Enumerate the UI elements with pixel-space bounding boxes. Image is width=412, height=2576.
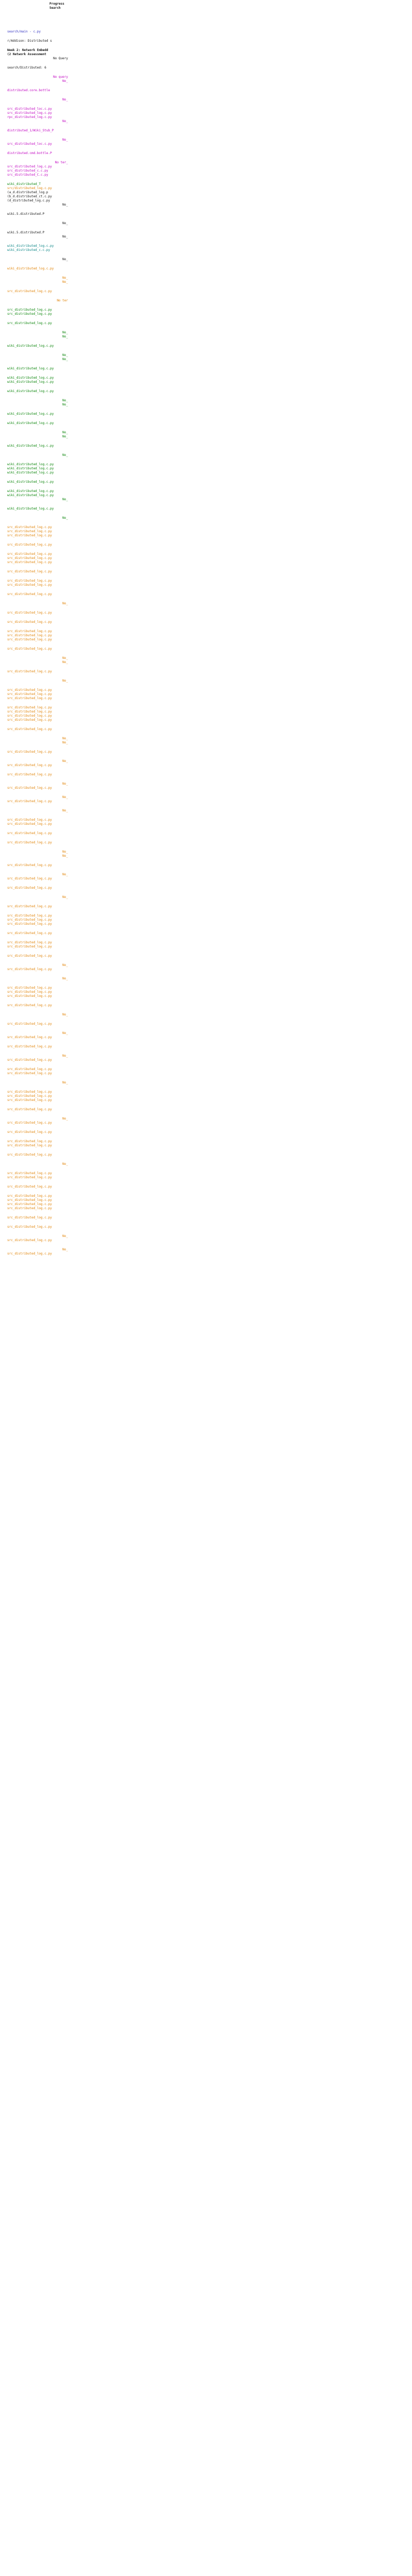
list-spacer [7, 426, 68, 431]
list-item[interactable]: No_ [62, 399, 68, 402]
list-item[interactable]: src_distributed_log.c.py [7, 647, 52, 651]
list-item[interactable]: src_distributed_log.c.py [7, 579, 52, 583]
list-spacer [7, 642, 68, 647]
list-spacer [7, 826, 68, 832]
list-spacer [7, 1076, 68, 1081]
list-item[interactable]: src_distributed_log.c.py [7, 727, 52, 731]
list-item[interactable]: No_ [62, 203, 68, 207]
list-item[interactable]: wiki_distributed_c.c.py [7, 248, 50, 252]
list-item[interactable]: src_distributed_log.c.py [7, 818, 52, 822]
list-item[interactable]: src_distributed_log.c.py [7, 714, 52, 718]
list-item[interactable]: distributed.cmd.bottle.P [7, 151, 52, 155]
list-item[interactable]: No_ [62, 850, 68, 854]
list-item[interactable]: src_distributed_log.c.py [7, 1140, 52, 1143]
list-item[interactable]: wiki_distributed_log.c.py [7, 467, 54, 470]
list-spacer [7, 448, 68, 453]
list-item[interactable]: wiki_distributed_log.c.py [7, 389, 54, 393]
list-spacer [7, 1112, 68, 1117]
list-item[interactable]: src_distributed_log.c.py [7, 1144, 52, 1147]
list-spacer [7, 252, 68, 258]
list-spacer [7, 294, 68, 299]
list-spacer [7, 538, 68, 543]
list-spacer [7, 43, 68, 48]
list-item[interactable]: src_distributed_log.c.py [7, 922, 52, 926]
list-item[interactable]: wiki_distributed_log.c.py [7, 380, 54, 384]
list-spacer [7, 1125, 68, 1130]
list-item[interactable]: wiki_distributed_log.c.py [7, 344, 54, 348]
list-item[interactable]: No_ [62, 660, 68, 664]
list-item[interactable]: No_ [62, 679, 68, 683]
list-spacer [7, 502, 68, 507]
list-spacer [7, 133, 68, 138]
list-item[interactable]: No_ [62, 435, 68, 438]
list-spacer [7, 1085, 68, 1090]
list-spacer [7, 768, 68, 773]
list-item[interactable]: No_ [62, 331, 68, 334]
list-item[interactable]: No_ [62, 516, 68, 520]
list-item[interactable]: src_distributed_log.c.py [7, 764, 52, 767]
list-spacer [7, 547, 68, 552]
list-spacer [7, 804, 68, 809]
list-spacer [7, 1062, 68, 1067]
list-item[interactable]: No_ [62, 258, 68, 261]
list-item[interactable]: src_distributed_log.c.py [7, 697, 52, 700]
list-spacer [7, 177, 68, 182]
list-item[interactable]: No_ [62, 1013, 68, 1016]
list-item[interactable]: src_distributed_log.c.py [7, 886, 52, 890]
list-spacer [7, 1103, 68, 1108]
list-item[interactable]: src_distributed_log.c.py [7, 832, 52, 835]
page-heading [49, 2, 64, 10]
list-spacer [7, 881, 68, 886]
list-item[interactable]: wiki_distributed_log.c.py [7, 367, 54, 370]
list-item[interactable]: src_distributed_log.c.py [7, 718, 52, 722]
list-item[interactable]: src_distributed_log.c.py [7, 1022, 52, 1026]
list-spacer [7, 745, 68, 750]
list-spacer [7, 1180, 68, 1185]
list-item[interactable]: src_distributed_log.c.py [7, 526, 52, 529]
list-item[interactable]: src_distributed_loc.c.py [7, 142, 52, 146]
list-item[interactable]: src_distributed_log.c.py [7, 165, 52, 168]
list-spacer [7, 124, 68, 129]
list-spacer [7, 936, 68, 941]
list-spacer [7, 394, 68, 399]
list-item[interactable]: src_distributed_log.c.py [7, 1198, 52, 1202]
list-item[interactable]: rpc_distributed_log.c.py [7, 115, 52, 119]
list-item[interactable]: No_ [62, 782, 68, 786]
list-item[interactable]: wiki_distributed_T [7, 182, 41, 186]
list-spacer [7, 845, 68, 850]
list-item[interactable]: src_distributed_log.c.py [7, 1216, 52, 1219]
list-spacer [7, 207, 68, 212]
list-item[interactable]: src_distributed_log.c.py [7, 990, 52, 994]
list-item[interactable]: No_ [62, 1162, 68, 1166]
list-spacer [7, 1026, 68, 1031]
list-item[interactable]: wiki_distributed_log.c.py [7, 244, 54, 248]
list-spacer [7, 981, 68, 986]
list-spacer [7, 701, 68, 706]
list-item[interactable]: No_ [62, 737, 68, 740]
list-item[interactable]: src_distributed_log.c.py [7, 561, 52, 564]
list-item[interactable]: No Query [53, 57, 68, 60]
list-spacer [7, 1166, 68, 1172]
list-item[interactable]: src_distributed_log.c.py [7, 630, 52, 633]
list-item[interactable]: src_distributed_log.c.py [7, 954, 52, 958]
list-spacer [7, 511, 68, 516]
list-spacer [7, 900, 68, 905]
list-spacer [7, 1220, 68, 1225]
list-item[interactable]: No ter_ [55, 161, 68, 164]
list-item[interactable]: No_ [62, 1117, 68, 1121]
list-spacer [7, 665, 68, 670]
list-spacer [7, 1040, 68, 1045]
list-spacer [7, 868, 68, 873]
list-spacer [7, 998, 68, 1004]
list-spacer [7, 754, 68, 759]
list-item[interactable]: wiki_distributed_log.c.py [7, 444, 54, 448]
list-spacer [7, 813, 68, 818]
list-item[interactable]: src_distributed_log.c.py [7, 1239, 52, 1242]
list-spacer [7, 416, 68, 421]
list-item[interactable]: src_distributed_log.c.py [7, 1108, 52, 1111]
list-spacer [7, 439, 68, 444]
list-item[interactable]: wiki_distributed_log.c.py [7, 489, 54, 493]
list-spacer [7, 102, 68, 107]
list-spacer [7, 624, 68, 630]
list-item[interactable]: src_distributed_log.c.py [7, 1176, 52, 1179]
list-spacer [7, 1189, 68, 1194]
list-item[interactable]: No_ [62, 280, 68, 284]
list-spacer [7, 262, 68, 267]
list-item[interactable]: src_distributed_log.c.py [7, 312, 52, 316]
list-item[interactable]: wiki_distributed_log.c.py [7, 421, 54, 425]
list-item[interactable]: src_distributed_c.c.py [7, 169, 48, 173]
list-item[interactable]: search/main - c.py [7, 30, 41, 33]
list-spacer [7, 83, 68, 89]
list-spacer [7, 34, 68, 39]
list-item[interactable]: src_distributed_log.c.py [7, 308, 52, 312]
list-spacer [7, 520, 68, 526]
list-spacer [7, 958, 68, 963]
list-item[interactable]: wiki_distributed_log.c.py [7, 412, 54, 416]
list-spacer [7, 339, 68, 344]
list-spacer [7, 1157, 68, 1162]
list-item[interactable]: wiki_distributed_log.c.py [7, 494, 54, 497]
list-item[interactable]: No ter [57, 299, 68, 302]
heading-line-1: Progress [49, 2, 64, 6]
list-item[interactable]: src_distributed_log.c.py [7, 1090, 52, 1094]
list-item[interactable]: (a_d.distributed_log.p [7, 191, 48, 194]
list-spacer [7, 303, 68, 308]
search-results-list [7, 30, 68, 1256]
list-spacer [7, 348, 68, 353]
list-item[interactable]: src_distributed_log.c.py [7, 905, 52, 908]
list-spacer [7, 890, 68, 895]
list-item[interactable]: No_ [62, 138, 68, 142]
list-item[interactable]: No_ [62, 358, 68, 361]
list-spacer [7, 1229, 68, 1234]
list-item[interactable]: No_ [62, 1234, 68, 1238]
list-item[interactable]: src_distributed_log.c.py [7, 592, 52, 596]
list-item[interactable]: No_ [62, 795, 68, 799]
list-spacer [7, 1134, 68, 1140]
list-item[interactable]: No_ [62, 276, 68, 280]
list-spacer [7, 777, 68, 782]
list-item[interactable]: src_distributed_log.c.py [7, 634, 52, 637]
list-spacer [7, 1243, 68, 1248]
list-item[interactable]: No_ [62, 1054, 68, 1058]
list-spacer [7, 949, 68, 954]
list-spacer [7, 790, 68, 795]
list-item[interactable]: src_distributed_log.c.py [7, 1121, 52, 1125]
list-item[interactable]: src_distributed_log.c.py [7, 822, 52, 826]
list-item[interactable]: src_distributed_log.c.py [7, 1153, 52, 1157]
list-item[interactable]: src_distributed_log.c.py [7, 1185, 52, 1189]
list-item[interactable]: wiki_distributed_log.c.py [7, 480, 54, 484]
list-item[interactable]: No_ [62, 1031, 68, 1035]
list-item[interactable]: No_ [62, 759, 68, 763]
list-item[interactable]: src_distributed_log.c.py [7, 786, 52, 790]
list-spacer [7, 271, 68, 276]
list-spacer [7, 146, 68, 151]
list-item[interactable]: r/Addison: Distributed s [7, 39, 52, 43]
list-item[interactable]: src_distributed_log.c.py [7, 773, 52, 776]
list-item[interactable]: No_ [62, 977, 68, 980]
list-spacer [7, 371, 68, 376]
list-item[interactable]: src_distributed_log.c.py [7, 986, 52, 990]
list-spacer [7, 574, 68, 579]
list-spacer [7, 384, 68, 389]
list-spacer [7, 1049, 68, 1054]
list-item[interactable]: No_ [62, 1081, 68, 1084]
list-item[interactable]: src_distributed_C.c.py [7, 173, 48, 177]
list-item[interactable]: src_distributed_log.c.py [7, 1004, 52, 1007]
list-item[interactable]: src_distributed_log.c.py [7, 710, 52, 714]
list-item[interactable]: src_distributed_log.c.py [7, 111, 52, 115]
list-item[interactable]: src_distributed_log.c.py [7, 670, 52, 673]
list-spacer [7, 475, 68, 480]
list-item[interactable]: src_distributed_log.c.py [7, 877, 52, 880]
list-spacer [7, 284, 68, 290]
list-spacer [7, 93, 68, 98]
list-item[interactable]: (2 Network Assessment [7, 53, 46, 56]
list-item[interactable]: src_distributed_log.c.py [7, 941, 52, 944]
list-item[interactable]: No_ [62, 235, 68, 239]
list-item[interactable]: src_distributed_log.c.py [7, 931, 52, 935]
list-item[interactable]: src_distributed_log.c.py [7, 918, 52, 922]
list-spacer [7, 362, 68, 367]
list-spacer [7, 597, 68, 602]
list-item[interactable]: src_distributed_log.c.py [7, 620, 52, 624]
list-item[interactable]: No_ [62, 1248, 68, 1251]
list-spacer [7, 651, 68, 656]
list-spacer [7, 606, 68, 611]
list-spacer [7, 226, 68, 231]
list-item[interactable]: src_distributed_log.c.py [7, 556, 52, 560]
list-item[interactable]: src_distributed_log.c.py [7, 863, 52, 867]
list-spacer [7, 732, 68, 737]
list-spacer [7, 1211, 68, 1216]
list-item[interactable]: No_ [62, 453, 68, 457]
list-item[interactable]: No_ [62, 431, 68, 434]
list-item[interactable]: No_ [62, 741, 68, 744]
list-item[interactable]: src_distributed_log.c.py [7, 750, 52, 754]
list-item[interactable]: src_distributed_log.c.py [7, 1252, 52, 1256]
list-item[interactable]: src_distributed_log.c.py [7, 1202, 52, 1206]
list-item[interactable]: (b_d.distributed_ct.c.py [7, 195, 52, 198]
list-spacer [7, 484, 68, 489]
list-item[interactable]: No_ [62, 873, 68, 876]
list-item[interactable]: No_ [62, 98, 68, 101]
list-item[interactable]: src_distributed_log.c.py [7, 611, 52, 615]
list-item[interactable]: src_distributed_log.c.py [7, 688, 52, 692]
list-item[interactable]: src_distributed_log.c.py [7, 1207, 52, 1210]
list-item[interactable]: src_distributed_log.c.py [7, 1225, 52, 1229]
list-spacer [7, 972, 68, 977]
heading-line-2: Search [49, 6, 61, 10]
list-item[interactable]: src_distributed_log.c.py [7, 321, 52, 325]
list-item[interactable]: No_ [62, 895, 68, 899]
list-item[interactable]: No_ [62, 222, 68, 225]
list-item[interactable]: src_distributed_log.c.py [7, 994, 52, 998]
list-spacer [7, 457, 68, 463]
list-spacer [7, 926, 68, 931]
list-item[interactable]: src_distributed_log.c.py [7, 543, 52, 547]
list-spacer [7, 565, 68, 570]
list-spacer [7, 1017, 68, 1022]
list-item[interactable]: src_distributed_log.c.py [7, 290, 52, 293]
list-item[interactable]: src_distributed_log.c.py [7, 570, 52, 573]
list-spacer [7, 316, 68, 321]
list-item[interactable]: wiki.5.distributed.P [7, 212, 45, 216]
list-item[interactable]: wiki_distributed_log.c.py [7, 267, 54, 270]
list-item[interactable]: src_distributed_log.c.py [7, 530, 52, 533]
list-item[interactable]: wiki_distributed_log.c.py [7, 507, 54, 511]
list-item[interactable]: wiki_distributed_log.c.py [7, 471, 54, 474]
list-spacer [7, 216, 68, 222]
list-spacer [7, 836, 68, 841]
list-item[interactable]: distributed.core.bottle [7, 89, 50, 92]
list-spacer [7, 1148, 68, 1153]
list-item[interactable]: No_ [62, 335, 68, 338]
list-item[interactable]: src_distributed_log.c.py [7, 945, 52, 948]
list-item[interactable]: src_distributed_log.c.py [7, 706, 52, 709]
list-item[interactable]: No query [53, 75, 68, 79]
list-item[interactable]: src_distributed_log.c.py [7, 534, 52, 537]
list-spacer [7, 722, 68, 727]
list-spacer [7, 61, 68, 66]
list-item[interactable]: src_distributed_log.c.py [7, 1058, 52, 1062]
list-item[interactable]: src_distributed_log.c.py [7, 1067, 52, 1071]
list-item[interactable]: wiki_distributed_log.c.py [7, 376, 54, 380]
list-item[interactable]: src_distributed_log.c.py [7, 914, 52, 918]
list-item[interactable]: src_distributed_log.c.py [7, 1098, 52, 1102]
list-spacer [7, 683, 68, 688]
list-item[interactable]: src_distributed_log.c.py [7, 692, 52, 696]
list-item[interactable]: No_ [62, 79, 68, 83]
list-spacer [7, 674, 68, 679]
list-item[interactable]: wiki.5.distributed.P [7, 231, 45, 234]
list-spacer [7, 70, 68, 75]
list-item[interactable]: src_distributed_log.c.py [7, 1045, 52, 1048]
list-item[interactable]: No_ [62, 809, 68, 812]
list-item[interactable]: src_distributed_log.c.py [7, 583, 52, 587]
list-spacer [7, 587, 68, 592]
list-spacer [7, 1008, 68, 1013]
list-item[interactable]: No_ [62, 403, 68, 406]
list-spacer [7, 615, 68, 620]
list-item[interactable]: src_distributed_log.c.py [7, 968, 52, 971]
list-item[interactable]: No_ [62, 120, 68, 123]
list-item[interactable]: src_distributed_log.c.py [7, 1130, 52, 1134]
list-item[interactable]: src_distributed_log.c.py [7, 552, 52, 556]
list-item[interactable]: wiki_distributed_log.c.py [7, 463, 54, 466]
list-item[interactable]: (d_distributed_log.c.py [7, 199, 50, 202]
list-item[interactable]: distributed_1/Wiki_Stub_P [7, 129, 54, 132]
list-spacer [7, 909, 68, 914]
list-item[interactable]: src_distributed_log.c.py [7, 1094, 52, 1098]
list-item[interactable]: src_distributed_log.c.py [7, 800, 52, 803]
list-spacer [7, 858, 68, 863]
list-item[interactable]: src/distributed_log.c.py [7, 187, 52, 190]
list-item[interactable]: No_ [62, 854, 68, 858]
list-item[interactable]: src_distributed_log.c.py [7, 1036, 52, 1039]
list-spacer [7, 326, 68, 331]
list-item[interactable]: src_distributed_log.c.py [7, 1194, 52, 1198]
list-item[interactable]: No_ [62, 353, 68, 357]
list-item[interactable]: src_distributed_loc.c.py [7, 107, 52, 111]
list-item[interactable]: No_ [62, 656, 68, 660]
list-item[interactable]: Week 2: Network Embedd [7, 48, 48, 52]
list-item[interactable]: No_ [62, 498, 68, 501]
list-item[interactable]: No_ [62, 963, 68, 967]
list-item[interactable]: search/Distributed: 6 [7, 66, 46, 70]
list-item[interactable]: No_ [62, 602, 68, 605]
list-item[interactable]: src_distributed_log.c.py [7, 1072, 52, 1075]
list-spacer [7, 156, 68, 161]
list-spacer [7, 239, 68, 244]
list-item[interactable]: src_distributed_log.c.py [7, 638, 52, 641]
list-item[interactable]: src_distributed_log.c.py [7, 841, 52, 844]
list-spacer [7, 407, 68, 412]
list-item[interactable]: src_distributed_log.c.py [7, 1172, 52, 1175]
